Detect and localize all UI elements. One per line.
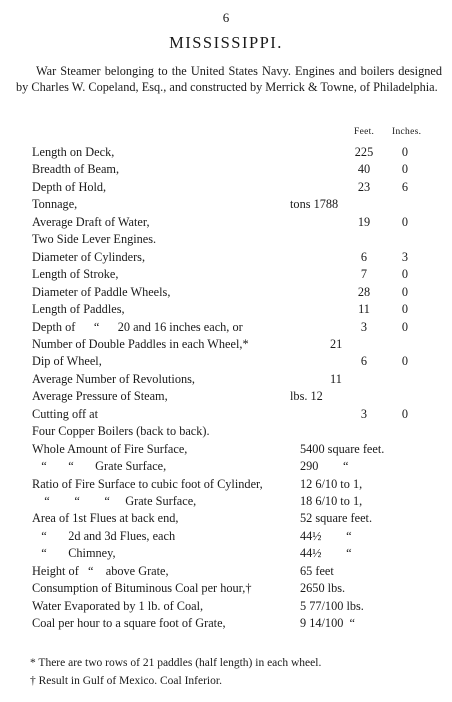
row-label: Consumption of Bituminous Coal per hour,† [32, 581, 252, 596]
row-label: Water Evaporated by 1 lb. of Coal, [32, 598, 204, 613]
table-row [0, 510, 452, 526]
row-label: Area of 1st Flues at back end, [32, 511, 179, 526]
row-value: 9 14/100 “ [300, 616, 355, 631]
row-feet: 11 [358, 302, 370, 317]
row-inches: 0 [401, 267, 409, 282]
row-feet: 6 [360, 354, 368, 369]
row-value: 65 feet [300, 563, 334, 578]
row-label: “ 2d and 3d Flues, each [32, 528, 176, 543]
row-inches: 0 [401, 214, 409, 229]
row-feet: 28 [357, 284, 371, 299]
table-row [0, 406, 452, 422]
row-value: lbs. 12 [290, 389, 323, 404]
table-row [0, 353, 452, 369]
row-value: 290 “ [300, 459, 349, 474]
row-inches: 3 [401, 249, 409, 264]
table-row [0, 161, 452, 177]
row-feet: 23 [357, 179, 371, 194]
row-label: “ Chimney, [32, 546, 116, 561]
column-header-feet: Feet. [354, 127, 375, 137]
row-feet: 40 [357, 162, 371, 177]
row-inches: 0 [401, 302, 409, 317]
row-label: Depth of “ 20 and 16 inches each, or [32, 319, 243, 334]
row-label: Breadth of Beam, [32, 162, 120, 177]
row-value: tons 1788 [290, 197, 339, 212]
row-label: Height of “ above Grate, [32, 563, 169, 578]
table-row [0, 441, 452, 457]
row-inches: 0 [401, 284, 409, 299]
row-value: 44½ “ [300, 528, 352, 543]
row-inches: 0 [401, 145, 409, 159]
row-label: Average Draft of Water, [32, 214, 150, 229]
row-value: 12 6/10 to 1, [300, 476, 363, 491]
row-label: Ratio of Fire Surface to cubic foot of Cylinder, [32, 476, 263, 491]
table-row [0, 214, 452, 230]
table-row [0, 388, 452, 404]
table-row [0, 336, 452, 352]
row-label: Four Copper Boilers (back to back). [32, 424, 210, 439]
row-label: Number of Double Paddles in each Wheel,* [32, 336, 249, 351]
row-inches: 0 [401, 162, 409, 177]
row-feet: 225 [354, 145, 374, 159]
row-label: Coal per hour to a square foot of Grate, [32, 616, 226, 631]
row-feet: 19 [357, 214, 371, 229]
table-row [0, 231, 452, 247]
page-title: MISSISSIPPI. [169, 33, 283, 52]
row-label: Diameter of Paddle Wheels, [32, 284, 171, 299]
row-label: Dip of Wheel, [32, 354, 102, 369]
row-label: Two Side Lever Engines. [32, 232, 157, 247]
intro-paragraph: War Steamer belonging to the United States Navy. Engines and boilers designed by Charles W. Copeland, Esq., and constructed by Merrick & Towne, of Philadelphia. [16, 64, 442, 94]
row-label: Average Pressure of Steam, [32, 389, 168, 404]
row-value: 11 [330, 371, 342, 386]
row-inches: 0 [401, 354, 409, 369]
table-row [0, 301, 452, 317]
row-label: Average Number of Revolutions, [32, 371, 196, 386]
table-row [0, 458, 452, 474]
row-label: “ “ “ Grate Surface, [32, 494, 197, 508]
row-label: Depth of Hold, [32, 179, 107, 194]
table-row [0, 371, 452, 387]
table-row [0, 144, 452, 160]
row-label: Diameter of Cylinders, [32, 249, 146, 264]
table-row [0, 545, 452, 561]
row-inches: 6 [401, 179, 409, 194]
row-value: 5 77/100 lbs. [300, 598, 364, 613]
footnote-gulf: † Result in Gulf of Mexico. Coal Inferior. [30, 675, 222, 687]
table-row [0, 249, 452, 265]
table-row [0, 423, 452, 439]
row-inches: 0 [401, 319, 409, 334]
footnote-paddles: * There are two rows of 21 paddles (half length) in each wheel. [30, 657, 322, 669]
table-row [0, 493, 452, 509]
table-row [0, 266, 452, 282]
row-label: Tonnage, [32, 197, 78, 212]
row-value: 44½ “ [300, 546, 352, 561]
row-feet: 3 [360, 406, 368, 421]
table-row [0, 476, 452, 492]
table-row [0, 563, 452, 579]
table-row [0, 528, 452, 544]
table-row [0, 580, 452, 596]
table-row [0, 179, 452, 195]
row-value: 18 6/10 to 1, [300, 494, 363, 508]
row-value: 5400 square feet. [300, 441, 385, 456]
table-row [0, 598, 452, 614]
row-value: 21 [330, 336, 343, 351]
row-label: Length of Stroke, [32, 267, 119, 282]
table-row [0, 319, 452, 335]
row-value: 52 square feet. [300, 511, 373, 526]
table-row [0, 615, 452, 631]
row-value: 2650 lbs. [300, 581, 346, 596]
row-label: Length on Deck, [32, 145, 115, 159]
row-label: “ “ Grate Surface, [32, 459, 167, 474]
row-feet: 7 [360, 267, 368, 282]
row-inches: 0 [401, 406, 409, 421]
page-number: 6 [222, 10, 230, 25]
row-feet: 3 [360, 319, 368, 334]
row-label: Length of Paddles, [32, 302, 125, 317]
row-feet: 6 [360, 249, 368, 264]
table-row [0, 284, 452, 300]
column-header-inches: Inches. [392, 127, 422, 137]
row-label: Whole Amount of Fire Surface, [32, 441, 188, 456]
row-label: Cutting off at [32, 406, 99, 421]
table-row [0, 196, 452, 212]
